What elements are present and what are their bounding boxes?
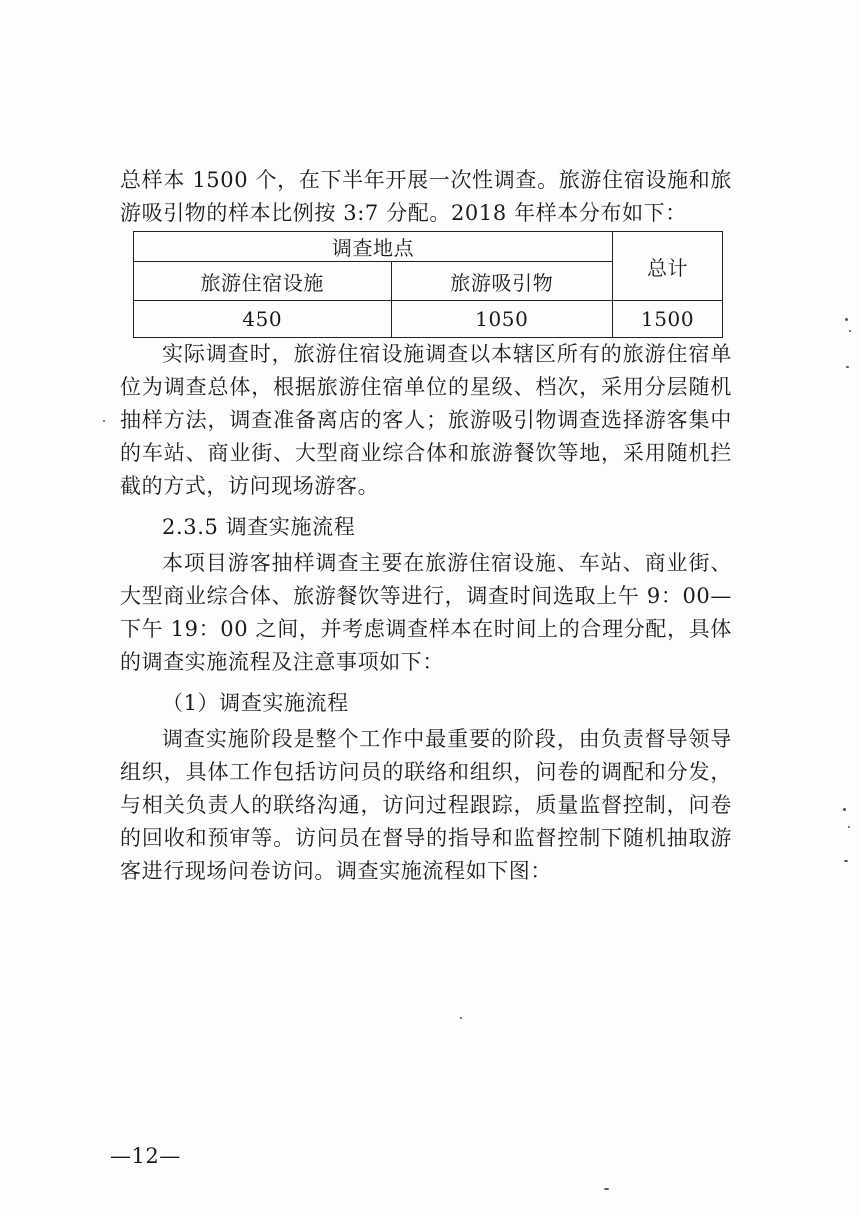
paragraph-sample-allocation: 总样本 1500 个，在下半年开展一次性调查。旅游住宿设施和旅游吸引物的样本比例按 3:7 分配。2018 年样本分布如下： — [120, 168, 732, 225]
cell-attraction-value: 1050 — [391, 301, 613, 338]
scan-speck — [849, 330, 851, 332]
scan-speck — [103, 420, 105, 422]
scan-speck — [844, 860, 848, 862]
table-header-row — [134, 232, 723, 262]
scan-speck — [848, 826, 850, 828]
header-total: 总计 — [613, 232, 723, 301]
scan-speck — [846, 366, 849, 368]
table-row — [134, 301, 723, 338]
header-survey-location: 调查地点 — [134, 232, 613, 262]
cell-lodging-value: 450 — [134, 301, 392, 338]
section-heading: 2.3.5 调查实施流程 — [162, 515, 356, 539]
sample-distribution-table — [133, 231, 723, 338]
scan-speck — [843, 808, 846, 811]
scan-speck — [845, 318, 848, 321]
subsection-heading: （1）调查实施流程 — [162, 691, 349, 715]
header-lodging-facilities: 旅游住宿设施 — [134, 262, 392, 301]
scan-speck — [604, 1188, 609, 1190]
page-number: —12— — [110, 1144, 181, 1168]
paragraph-survey-locations: 本项目游客抽样调查主要在旅游住宿设施、车站、商业街、大型商业综合体、旅游餐饮等进行，调查时间选取上午 9：00—下午 19：00 之间，并考虑调查样本在时间上的合理分配，具体的调查实施流程及注意事项如下： — [120, 551, 732, 674]
paragraph-implementation: 调查实施阶段是整个工作中最重要的阶段，由负责督导领导组织，具体工作包括访问员的联络和组织，问卷的调配和分发，与相关负责人的联络沟通，访问过程跟踪，质量监督控制，问卷的回收和预审等。访问员在督导的指导和监督控制下随机抽取游客进行现场问卷访问。调查实施流程如下图： — [120, 727, 732, 883]
paragraph-survey-method: 实际调查时，旅游住宿设施调查以本辖区所有的旅游住宿单位为调查总体，根据旅游住宿单位的星级、档次，采用分层随机抽样方法，调查准备离店的客人；旅游吸引物调查选择游客集中的车站、商业街、大型商业综合体和旅游餐饮等地，采用随机拦截的方式，访问现场游客。 — [120, 342, 732, 498]
scan-speck — [460, 1017, 462, 1019]
header-attractions: 旅游吸引物 — [391, 262, 613, 301]
cell-total-value: 1500 — [613, 301, 723, 338]
